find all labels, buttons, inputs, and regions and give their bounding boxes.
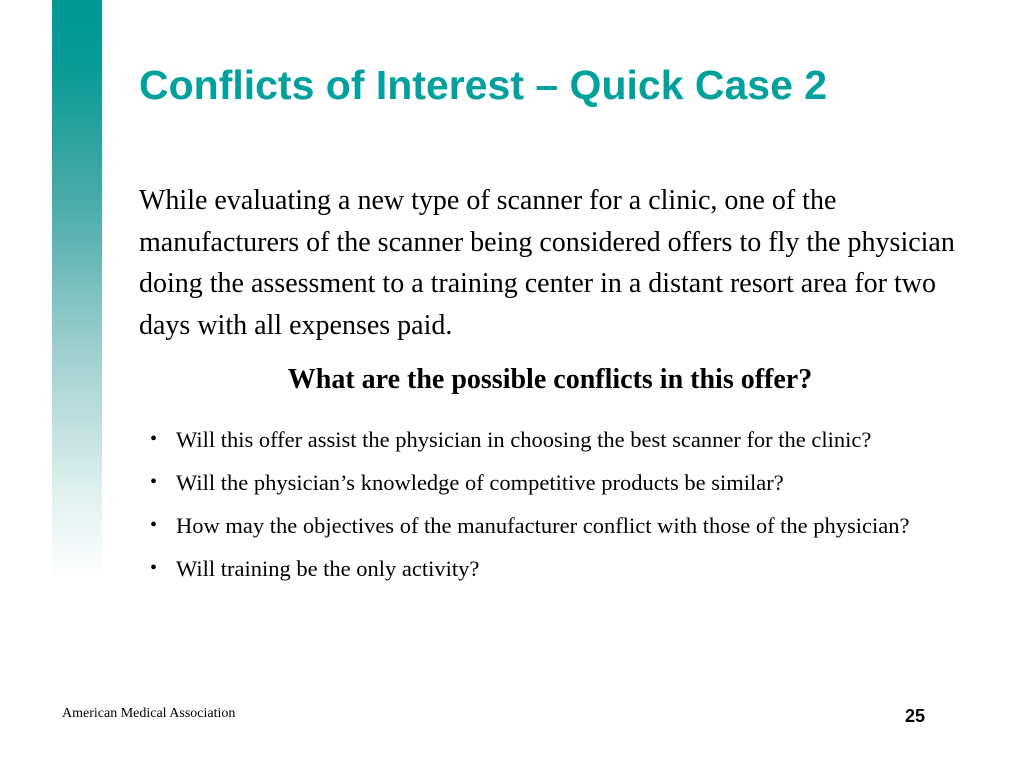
bullet-item [150,553,950,584]
decorative-side-bar [52,0,102,580]
bullet-item [150,424,950,455]
bullet-item [150,467,950,498]
discussion-question: What are the possible conflicts in this offer? [287,364,813,395]
bullet-text: Will training be the only activity? [176,556,480,581]
page-number: 25 [905,706,926,726]
bullet-text: Will the physician’s knowledge of competitive products be similar? [176,470,784,495]
bullet-icon: • [150,471,158,493]
bullet-text: How may the objectives of the manufacturer conflict with those of the physician? [176,513,910,538]
footer-organization: American Medical Association [62,706,236,721]
bullet-text: Will this offer assist the physician in choosing the best scanner for the clinic? [176,427,872,452]
bullet-icon: • [150,428,158,450]
slide-title: Conflicts of Interest – Quick Case 2 [139,62,828,108]
bullet-list [150,424,950,596]
bullet-item [150,510,950,541]
case-description: While evaluating a new type of scanner for a clinic, one of the manufacturers of the scanner being considered offers to fly the physician doing the assessment to a training center in a distant resort area for two days with all expenses paid. [139,185,955,341]
bullet-icon: • [150,514,158,536]
bullet-icon: • [150,557,158,579]
